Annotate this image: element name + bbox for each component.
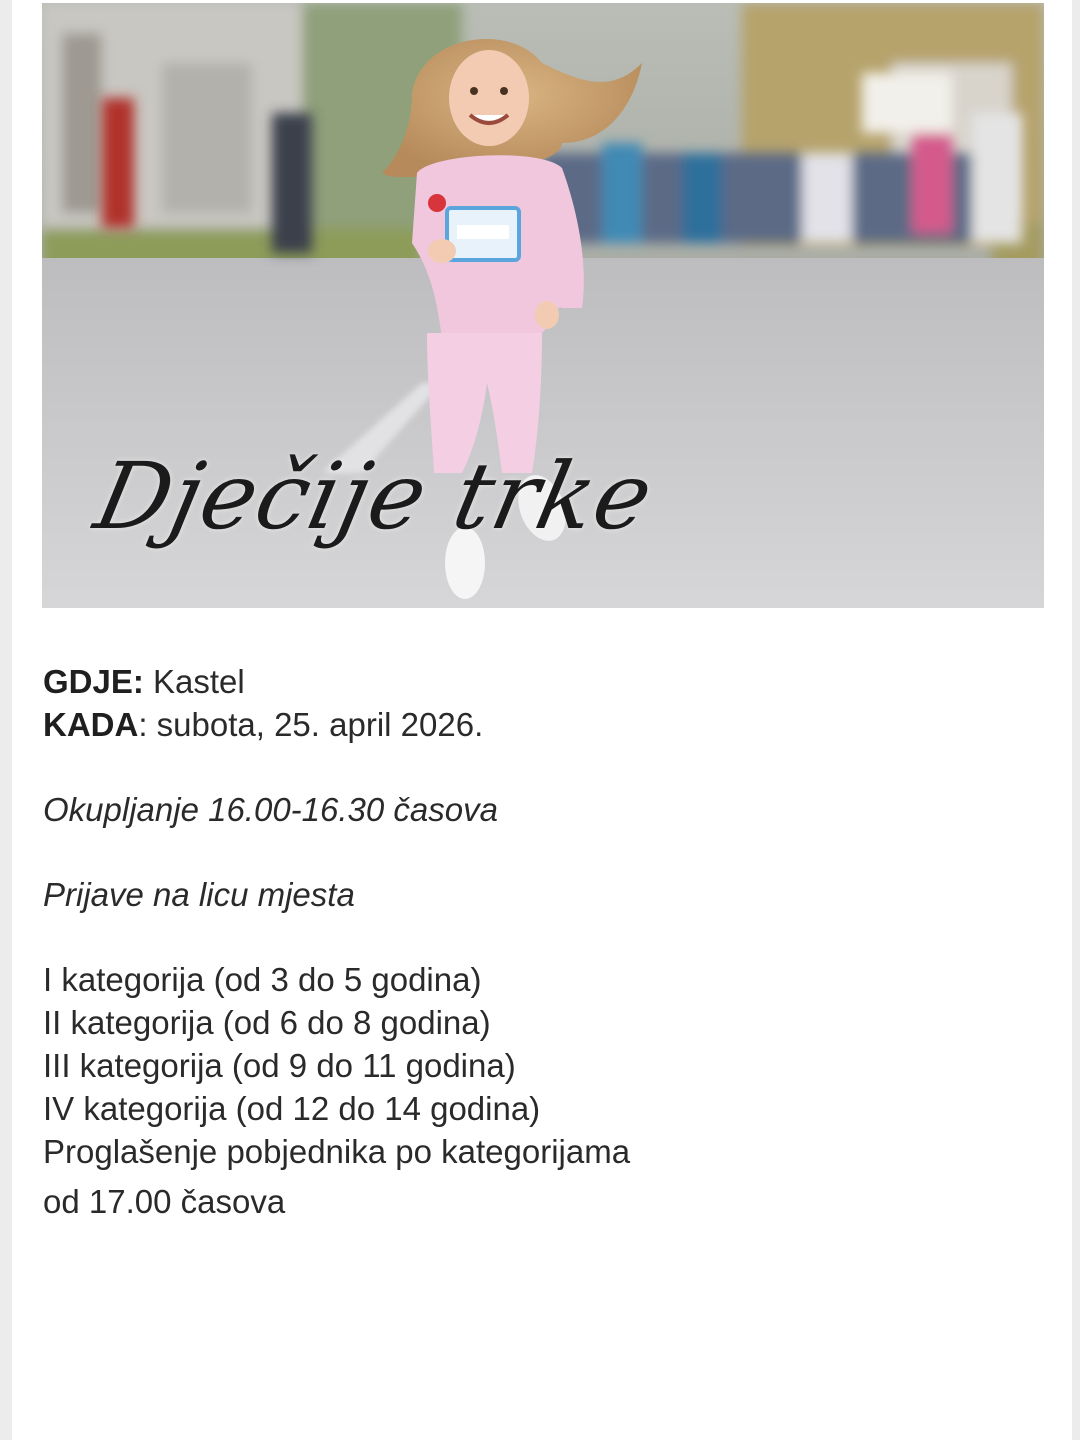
gathering-time: Okupljanje 16.00-16.30 časova	[43, 791, 498, 828]
where-value: Kastel	[143, 663, 245, 700]
when-line	[43, 703, 1023, 746]
awards-time: od 17.00 časova	[43, 1183, 286, 1220]
category-item: IV kategorija (od 12 do 14 godina)	[43, 1090, 541, 1127]
hero-photo	[42, 3, 1044, 608]
where-line	[43, 660, 1023, 703]
category-item: I kategorija (od 3 do 5 godina)	[43, 961, 482, 998]
poster-title: Dječije trke	[86, 443, 663, 550]
when-value: : subota, 25. april 2026.	[138, 706, 484, 743]
category-item: III kategorija (od 9 do 11 godina)	[43, 1047, 516, 1084]
category-item: II kategorija (od 6 do 8 godina)	[43, 1004, 491, 1041]
spacer	[43, 831, 1023, 873]
spacer	[43, 746, 1023, 788]
spacer	[43, 916, 1023, 958]
when-label: KADA	[43, 706, 139, 743]
event-info	[43, 660, 1023, 1223]
registration-note: Prijave na licu mjesta	[43, 876, 355, 913]
where-label: GDJE:	[43, 663, 144, 700]
awards-line: Proglašenje pobjednika po kategorijama	[43, 1133, 631, 1170]
